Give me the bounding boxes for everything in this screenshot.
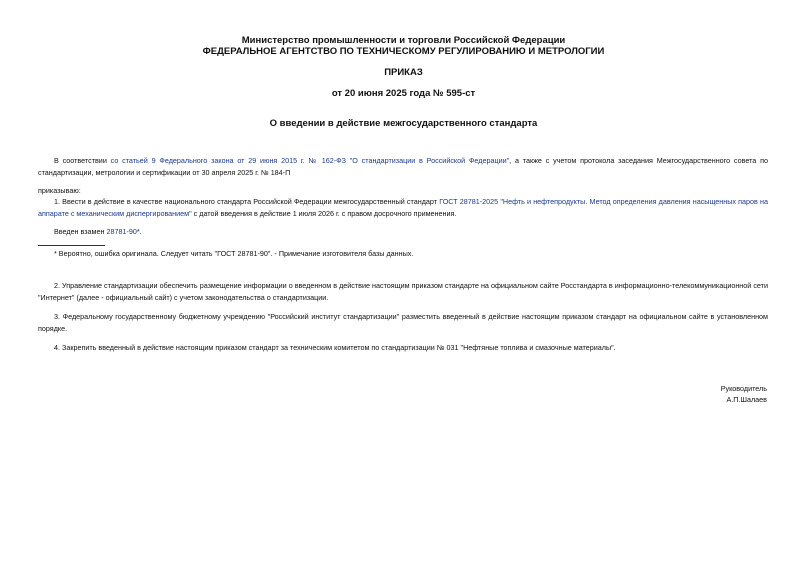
item-1-text-start: 1. Ввести в действие в качестве национального стандарта Российской Федерации межгосударственный стандарт	[54, 197, 440, 206]
item-4-paragraph: 4. Закрепить введенный в действие настоящим приказом стандарт за техническим комитетом по стандартизации № 031 "Нефтяные топлива и смазочные материалы".	[54, 343, 616, 352]
preamble-text-start: В соответствии	[54, 156, 111, 165]
document-title: О введении в действие межгосударственного стандарта	[269, 118, 538, 129]
preamble-text-end: , а также с учетом протокола заседания Межгосударственного совета по стандартизации, метрологии и сертификации от 30 апреля 2025 г. № 184-П	[38, 156, 768, 177]
federal-law-link[interactable]: со статьей 9 Федерального закона от 29 июня 2015 г. № 162-ФЗ "О стандартизации в Российской Федерации"	[110, 156, 510, 165]
document-type: ПРИКАЗ	[384, 67, 423, 78]
replaced-standard-paragraph	[38, 226, 768, 238]
agency-name: ФЕДЕРАЛЬНОЕ АГЕНТСТВО ПО ТЕХНИЧЕСКОМУ РЕГУЛИРОВАНИЮ И МЕТРОЛОГИИ	[202, 46, 605, 57]
order-word: приказываю:	[38, 186, 81, 195]
replaced-text-start: Введен взамен	[54, 227, 107, 236]
item-2-paragraph: 2. Управление стандартизации обеспечить размещение информации о введенном в действие настоящим приказом стандарте на официальном сайте Росстандарта в информационно-телекоммуникационной сети "Интернет" (далее - официальный сайт) с учетом законодательства о стандартизации.	[38, 281, 768, 302]
ministry-name: Министерство промышленности и торговли Российской Федерации	[241, 35, 566, 46]
document-date-number: от 20 июня 2025 года № 595-ст	[331, 88, 476, 99]
footnote-text: * Вероятно, ошибка оригинала. Следует читать "ГОСТ 28781-90". - Примечание изготовителя базы данных.	[54, 249, 414, 258]
gost-28781-90-link[interactable]: 28781-90	[106, 227, 137, 236]
item-3-paragraph: 3. Федеральному государственному бюджетному учреждению "Российский институт стандартизации" разместить введенный в действие настоящим приказом стандарт на официальном сайте в установленном порядке.	[38, 312, 768, 333]
footnote-divider	[38, 245, 105, 246]
item-1-text-end: с датой введения в действие 1 июля 2026 г. с правом досрочного применения.	[191, 208, 457, 218]
preamble-paragraph	[38, 155, 768, 178]
signatory-title: Руководитель	[720, 384, 767, 393]
replaced-text-end: *.	[136, 227, 142, 236]
item-1-paragraph	[38, 196, 768, 219]
gost-28781-2025-link[interactable]: ГОСТ 28781-2025 "Нефть и нефтепродукты. Метод определения давления насыщенных паров на аппарате с механическим диспергированием"	[38, 197, 768, 218]
signatory-name: А.П.Шалаев	[726, 395, 767, 404]
